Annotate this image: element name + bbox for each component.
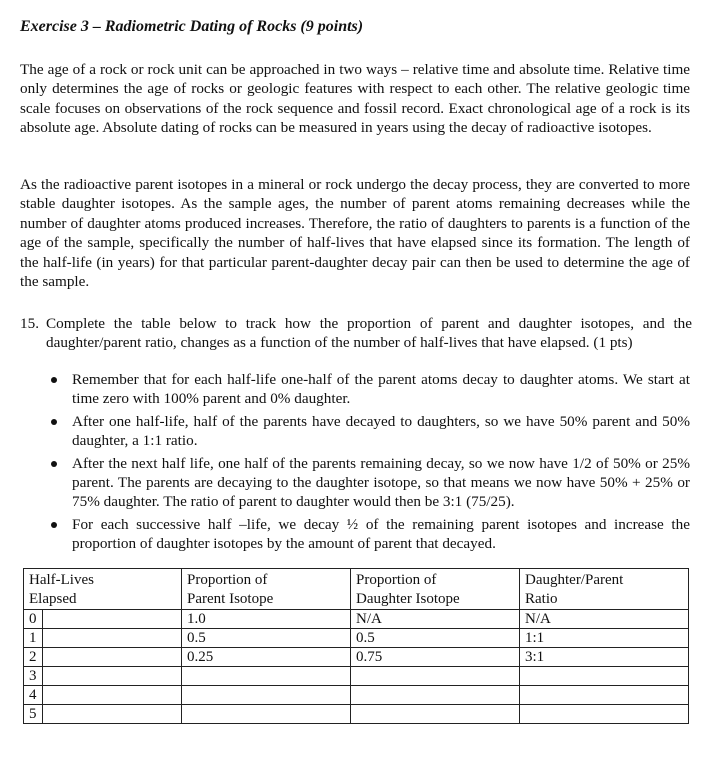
hint-item xyxy=(48,515,690,554)
question-15 xyxy=(20,314,692,353)
cell-parent[interactable] xyxy=(182,705,351,724)
cell-ratio: 3:1 xyxy=(520,648,689,667)
cell-daughter: N/A xyxy=(351,610,520,629)
cell-half-lives: 2 xyxy=(24,648,43,667)
table-row xyxy=(24,667,689,686)
cell-parent[interactable] xyxy=(182,667,351,686)
table-row xyxy=(24,648,689,667)
header-line: Daughter/Parent xyxy=(525,572,624,588)
header-line: Ratio xyxy=(525,591,558,607)
header-line: Elapsed xyxy=(29,591,77,607)
cell-daughter[interactable] xyxy=(351,705,520,724)
cell-half-lives: 3 xyxy=(24,667,43,686)
table-header-row xyxy=(24,569,689,610)
bullet-icon xyxy=(51,522,57,528)
bullet-icon xyxy=(51,377,57,383)
question-number: 15. xyxy=(20,315,39,332)
cell-spacer xyxy=(43,629,182,648)
cell-parent: 1.0 xyxy=(182,610,351,629)
half-life-table xyxy=(23,568,689,724)
hint-text: After the next half life, one half of the parents remaining decay, so we now have 1/2 of 50% or 25% parent. The parents are decaying to the daughter isotope, so that means we now have 50% + 25% or 75% daughter. The ratio of parent to daughter would then be 3:1 (75/25). xyxy=(72,454,690,511)
hint-item xyxy=(48,454,690,512)
hint-item xyxy=(48,370,690,409)
header-line: Half-Lives xyxy=(29,572,94,588)
cell-half-lives: 4 xyxy=(24,686,43,705)
cell-parent[interactable] xyxy=(182,686,351,705)
cell-half-lives: 0 xyxy=(24,610,43,629)
cell-ratio: 1:1 xyxy=(520,629,689,648)
cell-daughter[interactable] xyxy=(351,686,520,705)
cell-spacer xyxy=(43,686,182,705)
cell-spacer xyxy=(43,610,182,629)
hint-text: For each successive half –life, we decay ½ of the remaining parent isotopes and increase the proportion of daughter isotopes by the amount of parent that decayed. xyxy=(72,515,690,553)
header-line: Parent Isotope xyxy=(187,591,274,607)
header-parent-proportion xyxy=(182,569,351,610)
cell-parent: 0.25 xyxy=(182,648,351,667)
cell-half-lives: 5 xyxy=(24,705,43,724)
question-text: Complete the table below to track how the proportion of parent and daughter isotopes, and the daughter/parent ratio, changes as a function of the number of half-lives that have elapsed. (1 pts) xyxy=(46,315,692,352)
header-half-lives xyxy=(24,569,182,610)
cell-spacer xyxy=(43,667,182,686)
bullet-icon xyxy=(51,419,57,425)
header-line: Daughter Isotope xyxy=(356,591,460,607)
cell-spacer xyxy=(43,648,182,667)
cell-parent: 0.5 xyxy=(182,629,351,648)
cell-ratio[interactable] xyxy=(520,705,689,724)
cell-daughter: 0.5 xyxy=(351,629,520,648)
header-daughter-proportion xyxy=(351,569,520,610)
hint-text: After one half-life, half of the parents have decayed to daughters, so we have 50% parent and 50% daughter, a 1:1 ratio. xyxy=(72,412,690,450)
header-line: Proportion of xyxy=(187,572,268,588)
paragraph-decay-process: As the radioactive parent isotopes in a mineral or rock undergo the decay process, they are converted to more stable daughter isotopes. As the sample ages, the number of parent atoms remaining decreases while the number of daughter atoms produced increases. Therefore, the ratio of daughters to parents is a function of the age of the sample, specifically the number of half-lives that have elapsed since its formation. The length of the half-life (in years) for that particular parent-daughter decay pair can then be used to determine the age of the sample. xyxy=(20,176,690,291)
table-row xyxy=(24,629,689,648)
cell-ratio[interactable] xyxy=(520,667,689,686)
hint-list xyxy=(48,370,690,557)
table-row xyxy=(24,610,689,629)
cell-half-lives: 1 xyxy=(24,629,43,648)
cell-ratio: N/A xyxy=(520,610,689,629)
cell-ratio[interactable] xyxy=(520,686,689,705)
paragraph-relative-absolute-time: The age of a rock or rock unit can be approached in two ways – relative time and absolute time. Relative time only determines the age of rocks or geologic features with respect to each other. The relative geologic time scale focuses on observations of the rock sequence and fossil record. Exact chronological age of a rock is its absolute age. Absolute dating of rocks can be measured in years using the decay of radioactive isotopes. xyxy=(20,61,690,137)
hint-text: Remember that for each half-life one-half of the parent atoms decay to daughter atoms. We start at time zero with 100% parent and 0% daughter. xyxy=(72,371,690,408)
hint-item xyxy=(48,412,690,451)
table-row xyxy=(24,705,689,724)
cell-spacer xyxy=(43,705,182,724)
cell-daughter[interactable] xyxy=(351,667,520,686)
bullet-icon xyxy=(51,461,57,467)
header-line: Proportion of xyxy=(356,572,437,588)
table-row xyxy=(24,686,689,705)
exercise-title: Exercise 3 – Radiometric Dating of Rocks (9 points) xyxy=(20,18,364,35)
cell-daughter: 0.75 xyxy=(351,648,520,667)
header-ratio xyxy=(520,569,689,610)
